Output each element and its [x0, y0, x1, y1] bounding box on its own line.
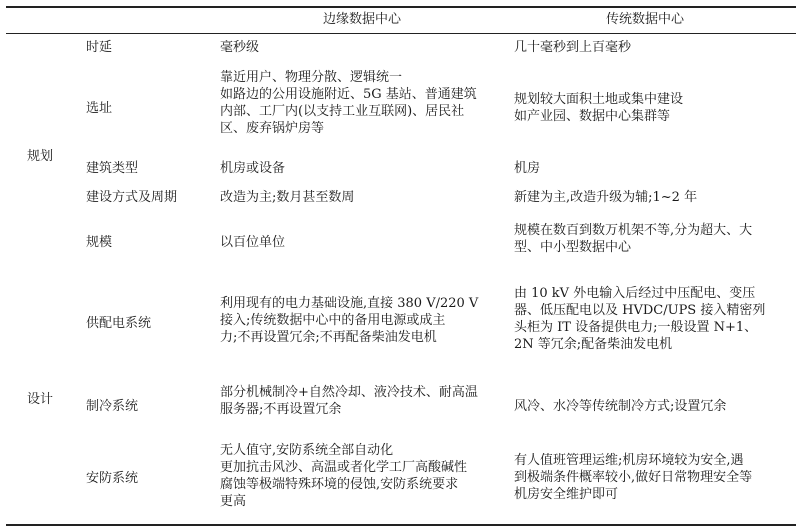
row-construction-traditional: 新建为主,改造升级为辅;1~2 年 — [514, 190, 698, 205]
row-latency-edge: 毫秒级 — [220, 40, 260, 55]
group-design: 设计 — [27, 392, 54, 407]
bottom-rule — [6, 524, 796, 526]
row-site-traditional: 规划较大面积土地或集中建设 如产业园、数据中心集群等 — [514, 92, 684, 124]
header-edge: 边缘数据中心 — [323, 12, 402, 27]
header-traditional: 传统数据中心 — [606, 12, 685, 27]
row-scale-item: 规模 — [86, 235, 113, 250]
row-construction-item: 建设方式及周期 — [86, 190, 178, 205]
top-rule — [6, 6, 796, 8]
row-security-traditional: 有人值班管理运维;机房环境较为安全,遇 到极端条件概率较小,做好日常物理安全等 机房安全维护即可 — [514, 453, 753, 502]
row-power-item: 供配电系统 — [86, 316, 152, 331]
row-building-edge: 机房或设备 — [220, 161, 286, 176]
row-security-edge: 无人值守,安防系统全部自动化 更加抗击风沙、高温或者化学工厂高酸碱性 腐蚀等极端特殊环境的侵蚀,安防系统要求 更高 — [220, 443, 468, 509]
row-security-item: 安防系统 — [86, 471, 139, 486]
row-latency-item: 时延 — [86, 40, 113, 55]
row-power-edge: 利用现有的电力基础设施,直接 380 V/220 V 接入;传统数据中心中的备用电源或成主 力;不再设置冗余;不再配备柴油发电机 — [220, 296, 479, 345]
header-rule — [6, 33, 796, 34]
row-construction-edge: 改造为主;数月甚至数周 — [220, 190, 355, 205]
row-site-item: 选址 — [86, 101, 113, 116]
group-planning: 规划 — [27, 149, 54, 164]
row-scale-edge: 以百位单位 — [220, 235, 286, 250]
row-cooling-item: 制冷系统 — [86, 399, 139, 414]
row-building-traditional: 机房 — [514, 161, 541, 176]
row-power-traditional: 由 10 kV 外电输入后经过中压配电、变压 器、低压配电以及 HVDC/UPS 接入精密列 头柜为 IT 设备提供电力;一般设置 N+1、 2N 等冗余;配备柴油发电机 — [514, 286, 766, 352]
row-cooling-traditional: 风冷、水冷等传统制冷方式;设置冗余 — [514, 399, 727, 414]
row-latency-traditional: 几十毫秒到上百毫秒 — [514, 40, 632, 55]
row-cooling-edge: 部分机械制冷+自然冷却、液冷技术、耐高温 服务器;不再设置冗余 — [220, 385, 478, 417]
row-scale-traditional: 规模在数百到数万机架不等,分为超大、大 型、中小型数据中心 — [514, 223, 753, 255]
row-building-item: 建筑类型 — [86, 161, 139, 176]
row-site-edge: 靠近用户、物理分散、逻辑统一 如路边的公用设施附近、5G 基站、普通建筑 内部、工厂内(以支持工业互联网)、居民社 区、废弃锅炉房等 — [220, 70, 477, 136]
